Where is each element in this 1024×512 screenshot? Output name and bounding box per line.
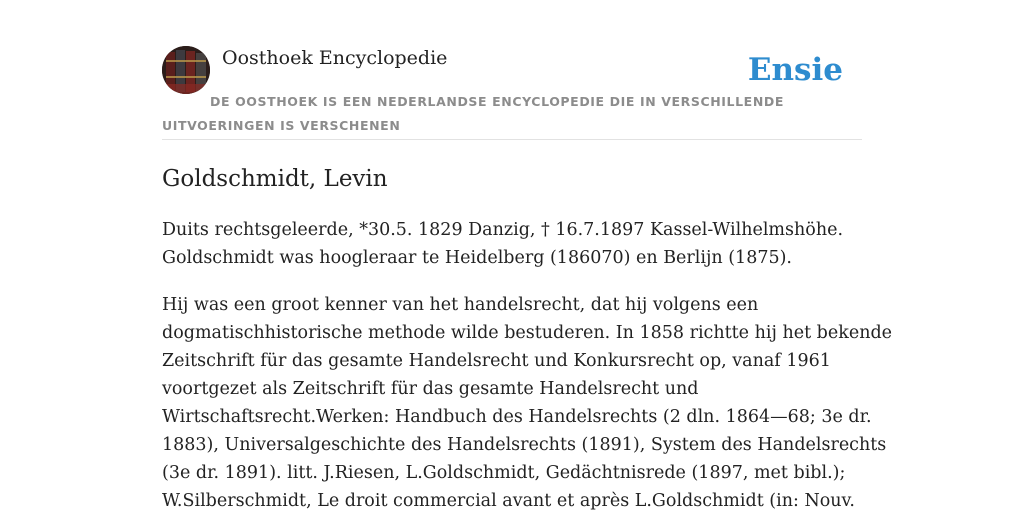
paragraph-line: 1883), Universalgeschichte des Handelsrechts (1891), System des Handelsrechts: [162, 435, 887, 455]
paragraph-line: W.Silberschmidt, Le droit commercial avant et après L.Goldschmidt (in: Nouv.: [162, 491, 855, 511]
site-header: [162, 46, 862, 140]
article-paragraph-2: [162, 291, 893, 512]
paragraph-line: voortgezet als Zeitschrift für das gesamte Handelsrecht und: [162, 379, 699, 399]
site-name[interactable]: Oosthoek Encyclopedie: [222, 47, 448, 69]
paragraph-line: Duits rechtsgeleerde, *30.5. 1829 Danzig, † 16.7.1897 Kassel-Wilhelmshöhe.: [162, 220, 844, 240]
site-tagline: DE OOSTHOEK IS EEN NEDERLANDSE ENCYCLOPEDIE DIE IN VERSCHILLENDE UITVOERINGEN IS VERSCHENEN: [162, 94, 784, 133]
avatar[interactable]: [162, 46, 210, 94]
article-paragraph-1: [162, 216, 866, 272]
paragraph-line: Hij was een groot kenner van het handelsrecht, dat hij volgens een: [162, 295, 759, 315]
paragraph-line: Zeitschrift für das gesamte Handelsrecht und Konkursrecht op, vanaf 1961: [162, 351, 831, 371]
paragraph-line: Goldschmidt was hoogleraar te Heidelberg (186070) en Berlijn (1875).: [162, 248, 792, 268]
paragraph-line: dogmatischhistorische methode wilde bestuderen. In 1858 richtte hij het bekende: [162, 323, 893, 343]
paragraph-line: (3e dr. 1891). litt. J.Riesen, L.Goldschmidt, Gedächtnisrede (1897, met bibl.);: [162, 463, 846, 483]
brand-logo[interactable]: Ensie: [747, 52, 843, 88]
book-spines-icon: [162, 46, 210, 94]
paragraph-line: Wirtschaftsrecht.Werken: Handbuch des Handelsrechts (2 dln. 1864—68; 3e dr.: [162, 407, 872, 427]
article-title: Goldschmidt, Levin: [162, 166, 388, 192]
